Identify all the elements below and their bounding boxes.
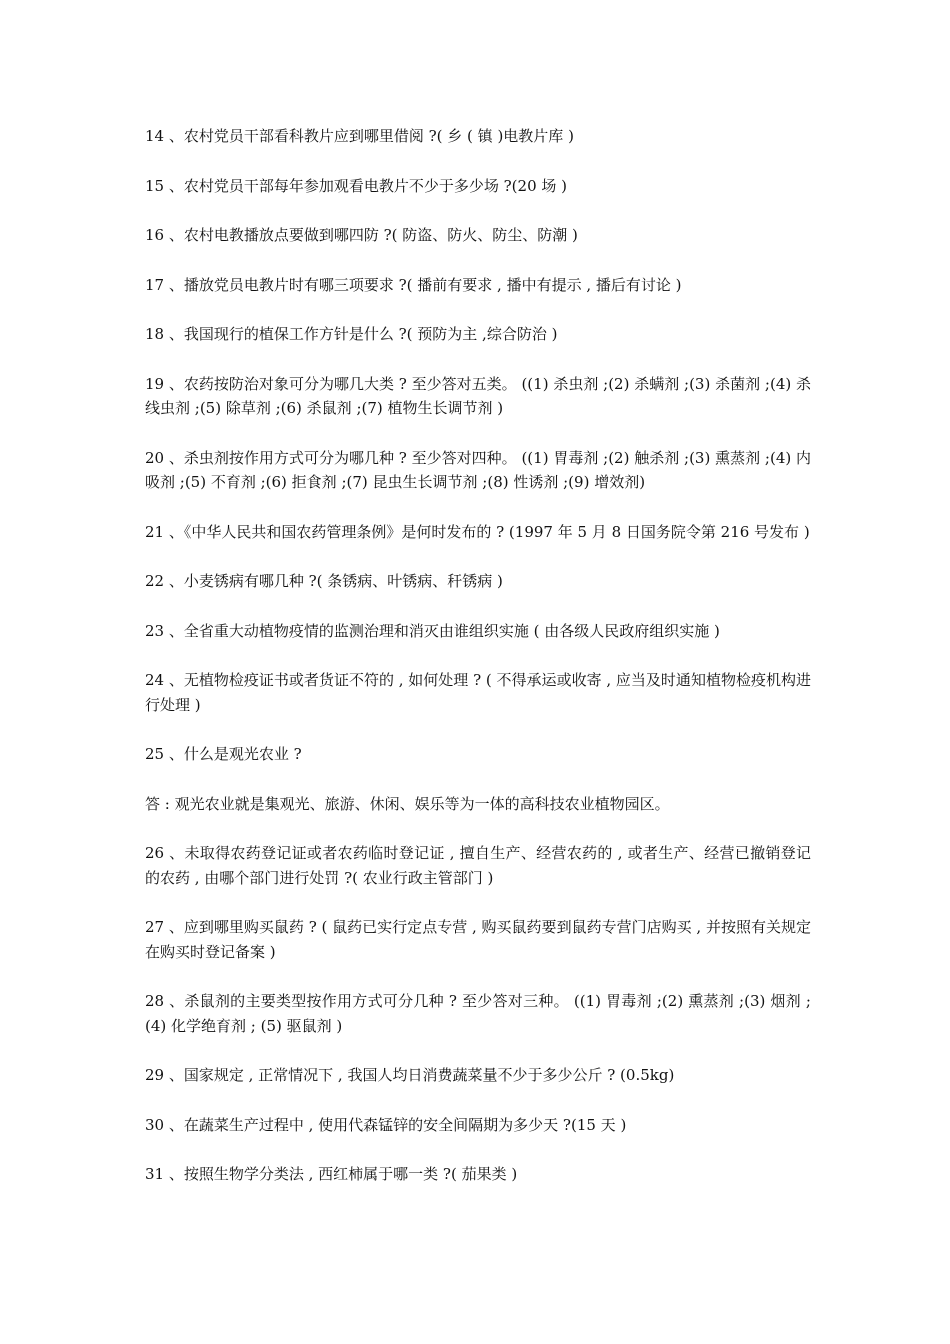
question-16: 16 、农村电教播放点要做到哪四防 ?( 防盗、防火、防尘、防潮 ) <box>145 226 578 244</box>
question-23: 23 、全省重大动植物疫情的监测治理和消灭由谁组织实施 ( 由各级人民政府组织实施 ) <box>145 621 720 640</box>
question-20: 20 、杀虫剂按作用方式可分为哪几种 ? 至少答对四种。 ((1) 胃毒剂 ;(2) 触杀剂 ;(3) 熏蒸剂 ;(4) 内吸剂 ;(5) 不育剂 ;(6) 拒食剂 ;(7) 昆虫生长调节剂 ;(8) 性诱剂 ;(9) 增效剂) <box>145 448 811 491</box>
question-22: 22 、小麦锈病有哪几种 ?( 条锈病、叶锈病、秆锈病 ) <box>145 572 503 590</box>
question-24: 24 、无植物检疫证书或者货证不符的 , 如何处理 ? ( 不得承运或收寄 , 应当及时通知植物检疫机构进行处理 ) <box>145 671 811 714</box>
question-17: 17 、播放党员电教片时有哪三项要求 ?( 播前有要求 , 播中有提示 , 播后有讨论 ) <box>145 275 682 294</box>
answer-25: 答 : 观光农业就是集观光、旅游、休闲、娱乐等为一体的高科技农业植物园区。 <box>145 794 670 813</box>
question-15: 15 、农村党员干部每年参加观看电教片不少于多少场 ?(20 场 ) <box>145 176 567 195</box>
question-28: 28 、杀鼠剂的主要类型按作用方式可分几种 ? 至少答对三种。 ((1) 胃毒剂 ;(2) 熏蒸剂 ;(3) 烟剂 ;(4) 化学绝育剂 ; (5) 驱鼠剂 ) <box>145 992 811 1035</box>
question-19: 19 、农药按防治对象可分为哪几大类 ? 至少答对五类。 ((1) 杀虫剂 ;(2) 杀螨剂 ;(3) 杀菌剂 ;(4) 杀线虫剂 ;(5) 除草剂 ;(6) 杀鼠剂 ;(7) 植物生长调节剂 ) <box>145 374 811 417</box>
question-27: 27 、应到哪里购买鼠药 ? ( 鼠药已实行定点专营 , 购买鼠药要到鼠药专营门店购买 , 并按照有关规定在购买时登记备案 ) <box>145 918 811 961</box>
question-25: 25 、什么是观光农业 ? <box>145 745 302 763</box>
question-30: 30 、在蔬菜生产过程中 , 使用代森锰锌的安全间隔期为多少天 ?(15 天 ) <box>145 1115 627 1134</box>
question-31: 31 、按照生物学分类法 , 西红柿属于哪一类 ?( 茄果类 ) <box>145 1165 518 1183</box>
question-18: 18 、我国现行的植保工作方针是什么 ?( 预防为主 ,综合防治 ) <box>145 325 558 343</box>
question-14: 14 、农村党员干部看科教片应到哪里借阅 ?( 乡 ( 镇 )电教片库 ) <box>145 127 574 145</box>
question-26: 26 、未取得农药登记证或者农药临时登记证 , 擅自生产、经营农药的 , 或者生产、经营已撤销登记的农药 , 由哪个部门进行处罚 ?( 农业行政主管部门 ) <box>145 844 811 887</box>
question-29: 29 、国家规定 , 正常情况下 , 我国人均日消费蔬菜量不少于多少公斤 ? (0.5kg) <box>145 1066 675 1084</box>
question-21: 21 、《中华人民共和国农药管理条例》是何时发布的 ? (1997 年 5 月 8 日国务院令第 216 号发布 ) <box>145 522 810 541</box>
document-body <box>145 124 811 1212</box>
